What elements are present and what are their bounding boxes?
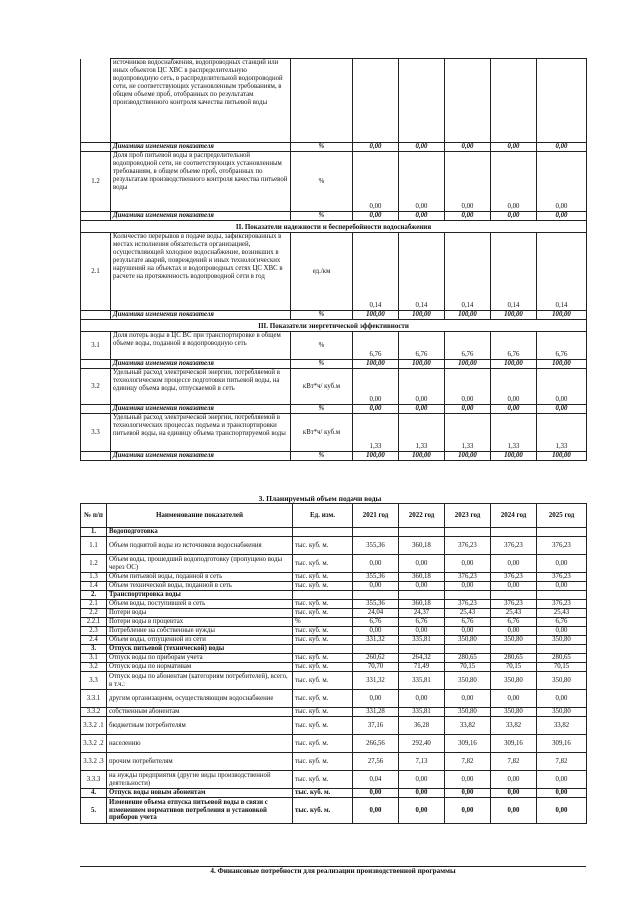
row-value: 7,82 <box>537 753 587 771</box>
row-name: Изменение объема отпуска питьевой воды в связи с изменением нормативов потребления и установкой приборов учета <box>107 798 293 824</box>
row-value: 0,00 <box>537 555 587 573</box>
row-value <box>491 645 537 654</box>
row-value: 70,15 <box>537 663 587 672</box>
row-value: 350,80 <box>537 636 587 645</box>
row-value: 360,18 <box>399 537 445 555</box>
row-number: 2.2.1 <box>81 618 107 627</box>
row-number: 3.3.1 <box>81 690 107 708</box>
row-unit <box>293 528 353 537</box>
table-row <box>81 636 587 645</box>
row-value: 350,80 <box>445 708 491 717</box>
row-value: 360,18 <box>399 600 445 609</box>
header-unit: Ед. изм. <box>293 504 353 528</box>
row-value: 0,00 <box>491 798 537 824</box>
row-value: 0,00 <box>491 771 537 789</box>
row-value: 376,23 <box>491 573 537 582</box>
row-value: 0,00 <box>491 789 537 798</box>
row-name: Объем воды, отпущенной из сети <box>107 636 293 645</box>
row-number: 1.2 <box>81 555 107 573</box>
row-value: 6,76 <box>491 618 537 627</box>
row-name: Объем воды, поступившей в сеть <box>107 600 293 609</box>
section-heading: II. Показатели надежности и бесперебойности водоснабжения <box>81 221 587 233</box>
row-value <box>537 591 587 600</box>
table-row <box>81 753 587 771</box>
row-value <box>491 591 537 600</box>
row-unit: % <box>293 618 353 627</box>
row-number: 1.3 <box>81 573 107 582</box>
row-value <box>353 645 399 654</box>
row-value <box>399 645 445 654</box>
row-value: 0,00 <box>445 690 491 708</box>
row-number: 3.3.3 <box>81 771 107 789</box>
header-2022: 2022 год <box>399 504 445 528</box>
row-name: Потери воды <box>107 609 293 618</box>
row-number: 2. <box>81 591 107 600</box>
row-unit: тыс. куб. м. <box>293 735 353 753</box>
row-value: 6,76 <box>445 618 491 627</box>
row-value: 0,00 <box>537 582 587 591</box>
table-row <box>81 537 587 555</box>
row-unit: тыс. куб. м. <box>293 717 353 735</box>
row-number: 3.3.2 .3 <box>81 753 107 771</box>
table-row <box>81 591 587 600</box>
row-value: 0,00 <box>445 627 491 636</box>
row-value <box>445 591 491 600</box>
row-value: 376,23 <box>537 600 587 609</box>
row-number: 1. <box>81 528 107 537</box>
row-value: 0,00 <box>445 582 491 591</box>
row-value: 25,43 <box>445 609 491 618</box>
row-value: 0,04 <box>353 771 399 789</box>
header-2021: 2021 год <box>353 504 399 528</box>
finance-section-title: 4. Финансовые потребности для реализации производственной программы <box>80 866 586 876</box>
row-value: 266,56 <box>353 735 399 753</box>
row-value <box>537 528 587 537</box>
dynamics-row: Динамика изменения показателя % 0,00 0,00 0,00 0,00 0,00 <box>81 212 587 221</box>
table-row <box>81 672 587 690</box>
row-name: прочим потребителям <box>107 753 293 771</box>
row-unit: тыс. куб. м. <box>293 600 353 609</box>
row-value: 350,80 <box>445 672 491 690</box>
row-value: 33,82 <box>445 717 491 735</box>
row-value: 309,16 <box>491 735 537 753</box>
volume-table-body <box>81 528 587 824</box>
row-value: 350,80 <box>537 708 587 717</box>
row-name: населению <box>107 735 293 753</box>
indicator-row-3-2: 3.2 Удельный расход электрической энергии, потребляемой в технологическом процессе подготовки питьевой воды, на единицу объема воды, отпускаемой в сеть кВт*ч/ куб.м 0,00 0,00 0,00 0,00 0,00 <box>81 369 587 405</box>
row-value: 0,00 <box>353 627 399 636</box>
row-value: 331,28 <box>353 708 399 717</box>
indicator-row-1-2: 1.2 Доля проб питьевой воды в распределительной водопроводной сети, не соответствующих установленным требованиям, в общем объеме проб, отобранных по результатам производственного контроля качества питьевой воды % 0,00 0,00 0,00 0,00 0,00 <box>81 152 587 212</box>
row-name: Транспортировка воды <box>107 591 293 600</box>
row-unit: тыс. куб. м. <box>293 663 353 672</box>
row-name: Объем технической воды, поданной в сеть <box>107 582 293 591</box>
row-name: Водоподготовка <box>107 528 293 537</box>
row-value: 350,80 <box>491 636 537 645</box>
row-value: 0,00 <box>491 555 537 573</box>
row-value: 0,00 <box>353 789 399 798</box>
row-value <box>445 645 491 654</box>
row-unit: тыс. куб. м. <box>293 582 353 591</box>
row-unit: тыс. куб. м. <box>293 672 353 690</box>
row-value: 309,16 <box>537 735 587 753</box>
row-name: Отпуск воды по абонентам (категориям потребителей), всего, в т.ч.: <box>107 672 293 690</box>
header-number: № п/п <box>81 504 107 528</box>
row-value: 6,76 <box>399 618 445 627</box>
row-value: 0,00 <box>353 555 399 573</box>
row-name: Объем воды, прошедший водоподготовку (пропущено воды через ОС) <box>107 555 293 573</box>
row-value: 0,00 <box>399 627 445 636</box>
volume-section-title: 3. Планируемый объем подачи воды <box>258 494 382 503</box>
row-value: 0,00 <box>491 627 537 636</box>
row-value: 292,40 <box>399 735 445 753</box>
row-unit: тыс. куб. м. <box>293 690 353 708</box>
table-row <box>81 582 587 591</box>
row-value <box>399 528 445 537</box>
row-value: 355,36 <box>353 600 399 609</box>
row-number: 3. <box>81 645 107 654</box>
row-value: 37,16 <box>353 717 399 735</box>
row-value: 0,00 <box>399 690 445 708</box>
dynamics-label: Динамика изменения показателя <box>111 143 291 152</box>
row-unit: тыс. куб. м. <box>293 555 353 573</box>
row-value: 6,76 <box>537 618 587 627</box>
table-row <box>81 609 587 618</box>
row-number <box>81 59 111 143</box>
row-value: 335,81 <box>399 708 445 717</box>
table-row <box>81 600 587 609</box>
row-name: Отпуск воды новым абонентам <box>107 789 293 798</box>
row-value: 33,82 <box>491 717 537 735</box>
table-row <box>81 654 587 663</box>
row-value: 0,00 <box>353 582 399 591</box>
table-row <box>81 618 587 627</box>
row-value: 71,49 <box>399 663 445 672</box>
row-value: 27,56 <box>353 753 399 771</box>
row-value: 376,23 <box>445 537 491 555</box>
row-unit: тыс. куб. м. <box>293 636 353 645</box>
row-value: 0,00 <box>537 627 587 636</box>
row-name: Отпуск воды по приборам учета <box>107 654 293 663</box>
row-value: 331,32 <box>353 672 399 690</box>
row-value: 0,00 <box>353 690 399 708</box>
row-unit: тыс. куб. м. <box>293 771 353 789</box>
row-value: 70,15 <box>491 663 537 672</box>
row-value: 309,16 <box>445 735 491 753</box>
table-row <box>81 735 587 753</box>
row-unit: тыс. куб. м. <box>293 789 353 798</box>
indicator-row-3-3: 3.3 Удельный расход электрической энергии, потребляемой в технологических процессах подъема и транспортировки питьевой воды, на единицу объема транспортируемой воды кВт*ч/ куб.м 1,33 1,33 1,33 1,33 1,33 <box>81 414 587 452</box>
row-value: 70,15 <box>445 663 491 672</box>
row-value: 36,28 <box>399 717 445 735</box>
row-number: 2.1 <box>81 600 107 609</box>
row-value <box>491 528 537 537</box>
header-2025: 2025 год <box>537 504 587 528</box>
header-2023: 2023 год <box>445 504 491 528</box>
row-value: 376,23 <box>445 573 491 582</box>
row-number: 2.3 <box>81 627 107 636</box>
table-row <box>81 798 587 824</box>
row-value <box>537 645 587 654</box>
row-value: 0,00 <box>491 690 537 708</box>
row-number: 5. <box>81 798 107 824</box>
row-value: 331,32 <box>353 636 399 645</box>
row-value: 355,36 <box>353 573 399 582</box>
row-unit: тыс. куб. м. <box>293 627 353 636</box>
table-row <box>81 708 587 717</box>
indicator-text: источников водоснабжения, водопроводных станций или иных объектов ЦС ХВС в распределительную водопроводную сеть, в распределительной водопроводной сети, не соответствующих установленным требованиям, в общем объеме проб, отобранных по результатам производственного контроля качества питьевой воды <box>111 59 291 143</box>
row-value: 350,80 <box>491 708 537 717</box>
row-value: 376,23 <box>537 537 587 555</box>
row-value: 70,70 <box>353 663 399 672</box>
table-row <box>81 573 587 582</box>
row-value: 0,00 <box>399 798 445 824</box>
row-value <box>445 528 491 537</box>
indicator-row-3-1: 3.1 Доля потерь воды в ЦС ВС при транспортировке в общем объеме воды, поданной в водопроводную сеть % 6,76 6,76 6,76 6,76 6,76 <box>81 332 587 360</box>
row-value: 0,00 <box>491 582 537 591</box>
row-value: 0,00 <box>445 798 491 824</box>
row-value: 24,37 <box>399 609 445 618</box>
row-value: 0,00 <box>537 771 587 789</box>
row-unit: тыс. куб. м. <box>293 708 353 717</box>
row-number: 3.1 <box>81 654 107 663</box>
row-value: 0,00 <box>537 789 587 798</box>
indicator-row-2-1: 2.1 Количество перерывов в подаче воды, зафиксированных в местах исполнения обязательств организацией, осуществляющей холодное водоснабжение, возникших в результате аварий, повреждений и иных технологических нарушений на объектах и водопроводных сетях ЦС ХВС в расчете на протяженность водопроводной сети в год ед./км 0,14 0,14 0,14 0,14 0,14 <box>81 233 587 311</box>
row-value: 0,00 <box>399 582 445 591</box>
row-value: 7,13 <box>399 753 445 771</box>
row-value: 264,32 <box>399 654 445 663</box>
row-number: 3.3.2 .1 <box>81 717 107 735</box>
row-value: 6,76 <box>353 618 399 627</box>
row-name: другим организациям, осуществляющим водоснабжение <box>107 690 293 708</box>
row-value: 0,00 <box>445 771 491 789</box>
row-name: Отпуск питьевой (технической) воды <box>107 645 293 654</box>
row-value: 280,65 <box>445 654 491 663</box>
row-value: 376,23 <box>491 537 537 555</box>
row-name: на нужды предприятия (другие виды производственной деятельности) <box>107 771 293 789</box>
row-unit: тыс. куб. м. <box>293 654 353 663</box>
row-value: 0,00 <box>353 798 399 824</box>
volume-table <box>80 503 587 824</box>
row-number: 2.2 <box>81 609 107 618</box>
dynamics-row: Динамика изменения показателя % 100,00 100,00 100,00 100,00 100,00 <box>81 360 587 369</box>
row-value: 0,00 <box>537 690 587 708</box>
row-value: 335,81 <box>399 636 445 645</box>
table-row <box>81 663 587 672</box>
dynamics-row: Динамика изменения показателя % 100,00 100,00 100,00 100,00 100,00 <box>81 452 587 461</box>
row-value: 0,00 <box>445 789 491 798</box>
row-value: 360,18 <box>399 573 445 582</box>
row-name: Объем поднятой воды из источников водоснабжения <box>107 537 293 555</box>
dynamics-row: Динамика изменения показателя % 0,00 0,00 0,00 0,00 0,00 <box>81 405 587 414</box>
row-value: 24,04 <box>353 609 399 618</box>
indicator-unit <box>291 59 353 143</box>
row-value: 7,82 <box>491 753 537 771</box>
row-number: 2.4 <box>81 636 107 645</box>
header-name: Наименование показателей <box>107 504 293 528</box>
row-value: 335,81 <box>399 672 445 690</box>
volume-header-row <box>81 504 587 528</box>
row-value: 0,00 <box>537 798 587 824</box>
row-value: 0,00 <box>399 555 445 573</box>
row-number: 3.3.2 <box>81 708 107 717</box>
row-number: 3.2 <box>81 663 107 672</box>
dynamics-unit: % <box>291 143 353 152</box>
row-name: Отпуск воды по нормативам <box>107 663 293 672</box>
row-unit: тыс. куб. м. <box>293 753 353 771</box>
row-unit: тыс. куб. м. <box>293 609 353 618</box>
row-value: 25,43 <box>491 609 537 618</box>
row-value: 355,36 <box>353 537 399 555</box>
row-value: 376,23 <box>445 600 491 609</box>
table-row <box>81 627 587 636</box>
row-value <box>353 591 399 600</box>
row-value <box>353 528 399 537</box>
row-value: 376,23 <box>491 600 537 609</box>
row-value: 25,43 <box>537 609 587 618</box>
row-value: 376,23 <box>537 573 587 582</box>
table-row <box>81 690 587 708</box>
row-number: 1.4 <box>81 582 107 591</box>
row-value: 0,00 <box>399 771 445 789</box>
row-name: собственным абонентам <box>107 708 293 717</box>
row-unit: тыс. куб. м. <box>293 537 353 555</box>
row-unit: тыс. куб. м. <box>293 573 353 582</box>
row-number: 4. <box>81 789 107 798</box>
row-value <box>399 591 445 600</box>
dynamics-row: Динамика изменения показателя % 100,00 100,00 100,00 100,00 100,00 <box>81 311 587 320</box>
row-value: 350,80 <box>491 672 537 690</box>
row-name: бюджетным потребителям <box>107 717 293 735</box>
section-heading: III. Показатели энергетической эффективности <box>81 320 587 332</box>
row-value: 280,65 <box>491 654 537 663</box>
row-unit: тыс. куб. м. <box>293 798 353 824</box>
row-value: 0,00 <box>445 555 491 573</box>
row-value: 33,82 <box>537 717 587 735</box>
table-row <box>81 717 587 735</box>
table-row <box>81 645 587 654</box>
table-row <box>81 528 587 537</box>
row-number: 3.3 <box>81 672 107 690</box>
header-2024: 2024 год <box>491 504 537 528</box>
row-name: Потери воды в процентах <box>107 618 293 627</box>
row-value: 280,65 <box>537 654 587 663</box>
row-unit <box>293 591 353 600</box>
row-value: 350,80 <box>445 636 491 645</box>
table-row <box>81 771 587 789</box>
row-value: 0,00 <box>399 789 445 798</box>
dynamics-row: Динамика изменения показателя % 0,00 0,00 0,00 0,00 0,00 <box>81 143 587 152</box>
row-value: 260,62 <box>353 654 399 663</box>
table-row <box>81 789 587 798</box>
row-name: Объем питьевой воды, поданной в сеть <box>107 573 293 582</box>
indicators-table <box>80 58 587 461</box>
row-unit <box>293 645 353 654</box>
row-value: 350,80 <box>537 672 587 690</box>
row-value: 7,82 <box>445 753 491 771</box>
indicator-row-top <box>81 59 587 143</box>
row-number: 3.3.2 .2 <box>81 735 107 753</box>
table-row <box>81 555 587 573</box>
row-name: Потребление на собственные нужды <box>107 627 293 636</box>
row-number: 1.1 <box>81 537 107 555</box>
